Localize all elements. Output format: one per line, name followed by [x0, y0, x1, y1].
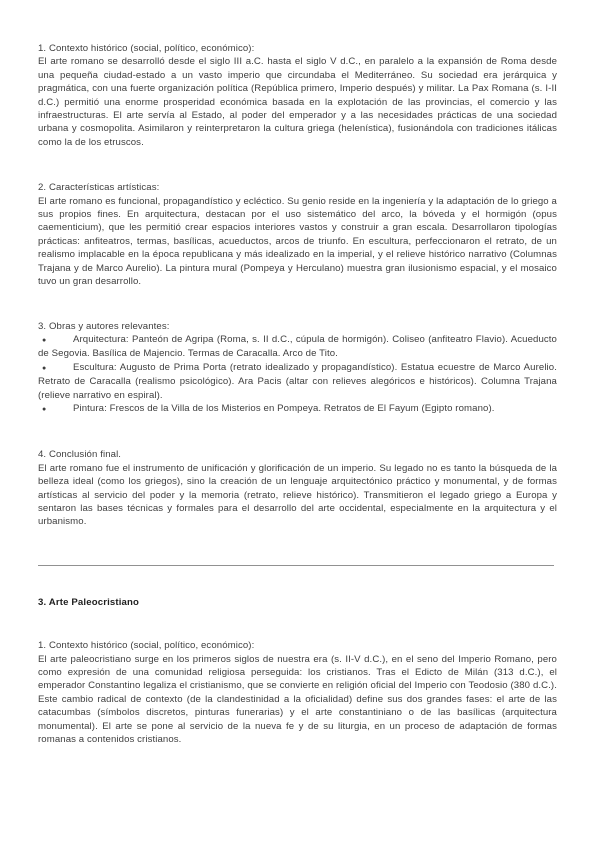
bullet-icon: ● [42, 336, 47, 344]
roman-context-paragraph: El arte romano se desarrolló desde el siglo III a.C. hasta el siglo V d.C., en paralelo a la expansión de Roma desde una pequeña ciudad-estado a un vasto imperio que circundaba el Mediterráneo. Su sociedad era jerárquica y pragmática, con una fuerte organización política (República primero, Imperio después) y militar. La Pax Romana (s. I-II d.C.) permitió una enorme prosperidad económica basada en la explotación de las provincias, el comercio y las infraestructuras. El arte servía al Estado, al poder del emperador y a las necesidades prácticas de una sociedad urbana y cosmopolita. Asimilaron y reinterpretaron la cultura griega (helenística), fusionándola con tradiciones itálicas como la de los etruscos. [38, 56, 557, 148]
bullet-icon: ● [42, 364, 47, 372]
bullet-item-text: Escultura: Augusto de Prima Porta (retrato idealizado y propagandístico). Estatua ecuestre de Marco Aurelio. Retrato de Caracalla (realismo psicológico). Ara Pacis (altar con relieves alegóricos e históricos). Columna Trajana (relieve narrativo en espiral). [38, 361, 557, 401]
roman-characteristics-paragraph: El arte romano es funcional, propagandístico y ecléctico. Su genio reside en la ingeniería y la adaptación de lo griego a sus propios fines. En arquitectura, destacan por el uso sistemático del arco, la bóveda y el hormigón (opus caementicium), que les permitió crear espacios interiores vastos y construir a gran escala. Desarrollaron tipologías prácticas: anfiteatros, termas, basílicas, acueductos, arcos de triunfo. En escultura, perfeccionaron el retrato, de un realismo implacable en la época republicana y más idealizado en la imperial, y el relieve histórico narrativo (Columnas Trajana y de Marco Aurelio). La pintura mural (Pompeya y Herculano) muestra gran ilusionismo espacial, y el mosaico tuvo un gran desarrollo. [38, 195, 557, 288]
paleochristian-context-heading: 1. Contexto histórico (social, político, económico): [38, 640, 255, 652]
bullet-item-sculpture [38, 361, 557, 402]
paleochristian-title: 3. Arte Paleocristiano [38, 596, 140, 608]
bullet-item-text: Arquitectura: Panteón de Agripa (Roma, s. II d.C., cúpula de hormigón). Coliseo (anfiteatro Flavio). Acueducto de Segovia. Basílica de Majencio. Termas de Caracalla. Arco de Tito. [38, 333, 557, 360]
roman-works-bullet-list [38, 333, 557, 416]
section-divider [38, 565, 554, 566]
paleochristian-context-paragraph: El arte paleocristiano surge en los primeros siglos de nuestra era (s. II-V d.C.), en el seno del Imperio Romano, pero como expresión de una comunidad religiosa perseguida: los cristianos. Tras el Edicto de Milán (313 d.C.), el emperador Constantino legaliza el cristianismo, que se convierte en religión oficial del Imperio con Teodosio (380 d.C.). Este cambio radical de contexto (de la clandestinidad a la oficialidad) define sus dos grandes fases: el arte de las catacumbas (símbolos discretos, pinturas funerarias) y el arte constantiniano o de las basílicas (arquitectura monumental). El arte se pone al servicio de la nueva fe y de su liturgia, en un proceso de adaptación de formas romanas a contenidos cristianos. [38, 653, 557, 746]
roman-conclusion-paragraph: El arte romano fue el instrumento de unificación y glorificación de un imperio. Su legado no es tanto la búsqueda de la belleza ideal (como los griegos), sino la creación de un lenguaje arquitectónico práctico y monumental, y de formas artísticas al servicio del poder y la memoria (retrato, relieve histórico). Transmitieron el legado griego a Europa y sentaron las bases técnicas y formales para el desarrollo del arte occidental, especialmente en la arquitectura y el urbanismo. [38, 462, 557, 528]
bullet-item-architecture [38, 333, 557, 361]
bullet-item-painting [38, 402, 557, 416]
roman-works-heading: 3. Obras y autores relevantes: [38, 320, 170, 332]
roman-context-heading: 1. Contexto histórico (social, político, económico): [38, 43, 255, 54]
bullet-item-text: Pintura: Frescos de la Villa de los Misterios en Pompeya. Retratos de El Fayum (Egipto romano). [73, 402, 495, 414]
roman-conclusion-heading: 4. Conclusión final. [38, 449, 122, 461]
roman-characteristics-heading: 2. Características artísticas: [38, 182, 160, 194]
bullet-icon: ● [42, 405, 47, 413]
